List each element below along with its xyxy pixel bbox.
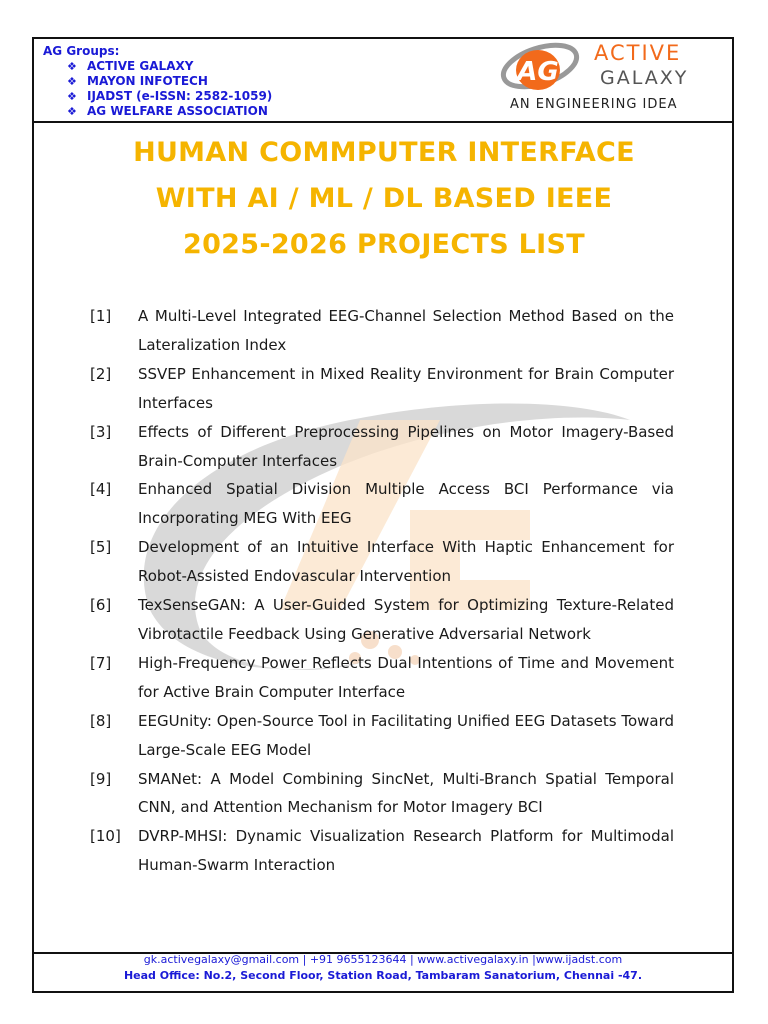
groups-title: AG Groups: [43, 44, 120, 58]
group-item: ❖ ACTIVE GALAXY [67, 59, 194, 73]
list-item: [2] SSVEP Enhancement in Mixed Reality Environment for Brain Computer Interfaces [90, 364, 674, 412]
groups-list [43, 59, 272, 119]
list-item: [6] TexSenseGAN: A User-Guided System for Optimizing Texture-Related Vibrotactile Feedback Using Generative Adversarial Network [90, 596, 674, 643]
header-rule [32, 121, 734, 123]
projects-list [90, 302, 674, 880]
title-line-3: 2025-2026 PROJECTS LIST [182, 229, 585, 260]
list-item: [3] Effects of Different Preprocessing Pipelines on Motor Imagery-Based Brain-Computer Interfaces [90, 422, 674, 470]
list-item: [9] SMANet: A Model Combining SincNet, Multi-Branch Spatial Temporal CNN, and Attention Mechanism for Motor Imagery BCI [90, 769, 674, 817]
list-item: [5] Development of an Intuitive Interface With Haptic Enhancement for Robot-Assisted Endovascular Intervention [90, 538, 674, 586]
diamond-bullet-icon: ❖ [67, 90, 77, 103]
footer-contact: gk.activegalaxy@gmail.com | +91 9655123644 | www.activegalaxy.in |www.ijadst.com [143, 953, 623, 966]
logo-name-line1: ACTIVE [594, 41, 682, 65]
list-item: [1] A Multi-Level Integrated EEG-Channel Selection Method Based on the Lateralization Index [90, 307, 674, 354]
group-item: ❖ IJADST (e-ISSN: 2582-1059) [67, 89, 273, 103]
logo-name-line2: GALAXY [600, 67, 689, 89]
diamond-bullet-icon: ❖ [67, 75, 77, 88]
document-title [40, 130, 728, 268]
diamond-bullet-icon: ❖ [67, 60, 77, 73]
list-item: [4] Enhanced Spatial Division Multiple Access BCI Performance via Incorporating MEG With EEG [90, 480, 674, 528]
title-line-1: HUMAN COMMPUTER INTERFACE [133, 137, 635, 168]
list-item: [7] High-Frequency Power Reflects Dual Intentions of Time and Movement for Active Brain Computer Interface [90, 653, 674, 701]
page-footer [32, 952, 734, 984]
logo-tagline: AN ENGINEERING IDEA [510, 97, 678, 112]
list-item: [10] DVRP-MHSI: Dynamic Visualization Research Platform for Multimodal Human-Swarm Interaction [90, 827, 674, 875]
diamond-bullet-icon: ❖ [67, 105, 77, 118]
title-line-2: WITH AI / ML / DL BASED IEEE [155, 183, 613, 214]
group-item: ❖ MAYON INFOTECH [67, 74, 208, 88]
logo-mark-text: AG [517, 57, 559, 87]
footer-address: Head Office: No.2, Second Floor, Station Road, Tambaram Sanatorium, Chennai -47. [123, 969, 643, 982]
active-galaxy-logo [496, 38, 730, 116]
ag-groups-block [43, 44, 272, 119]
group-item: ❖ AG WELFARE ASSOCIATION [67, 104, 268, 118]
list-item: [8] EEGUnity: Open-Source Tool in Facilitating Unified EEG Datasets Toward Large-Scale EEG Model [90, 711, 674, 759]
